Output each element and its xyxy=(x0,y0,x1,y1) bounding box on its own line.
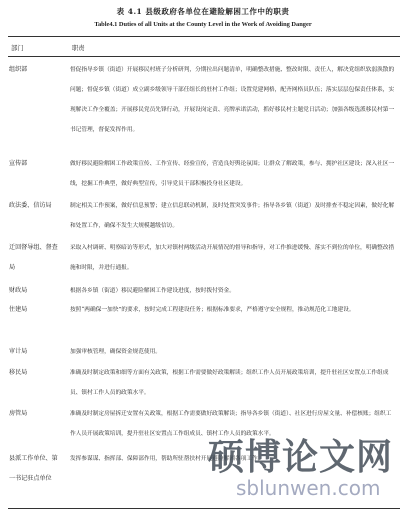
row-duty: 加强审核管理，确保资金规范使用。 xyxy=(70,349,161,355)
row-duty: 发挥参谋谋、指挥部、保障部作用，帮助所驻帮扶村开展避险解困各项工作。 xyxy=(70,456,264,462)
row-dept: 房管局 xyxy=(9,410,28,417)
row-dept: 政法委、信访局 xyxy=(9,202,52,209)
table-bottom-rule xyxy=(8,508,400,509)
row-dept: 宣传部 xyxy=(9,160,28,167)
row-duty: 做好移民避险解困工作政策宣传、工作宣传、经验宣传，营造良好舆论氛围；让群众了解政策，参与、拥护社区建设；深入社区一线，挖掘工作典型，做好典型宣传，引导党员干部积极投身社区建设。 xyxy=(70,161,395,187)
row-dept: 财政局 xyxy=(9,287,28,294)
row-duty: 采取入村调研、明察暗访等形式，加大对镇村两级活动开展情况的督导和指导，对工作推进缓慢、落实不到位的单位，明确整改措施和时限，并进行通报。 xyxy=(70,245,395,271)
header-duty: 职责 xyxy=(72,45,85,52)
table-top-rule xyxy=(8,36,400,37)
row-duty: 督促指导乡镇（街道）开展移民村班子分析研判，分期拉出问题清单，明确整改措施、整改时限、责任人，解决党组织软弱涣散的问题；督促乡镇（街道）成立副乡级领导干部任组长的驻村工作组；设置党建网格，配齐网格员队伍；落实层层包保责任体系，实现解决工作全覆盖；开展移民党员先锋行动，开展设岗定责、亮牌承诺活动，抓好移民村主题党日活动；加强各级选派移民村第一书记管理，督促发挥作用。 xyxy=(70,67,395,133)
table-header-rule xyxy=(8,56,400,57)
row-dept: 住建局 xyxy=(9,306,28,313)
watermark-brand: 硕博论文网 xyxy=(208,437,394,478)
row-duty: 准确及时制定政策和细等方面有关政策，根据工作需要做好政策解读；组织工作人员开展政策培训，提升驻社区安置点工作组成员、镇村工作人员的政策水平。 xyxy=(70,370,389,396)
row-dept: 迁回督导组、督查局 xyxy=(9,244,58,271)
watermark-url: sblunwen.com xyxy=(236,476,381,500)
header-dept: 部门 xyxy=(11,45,24,52)
table-caption-chinese: 表 4.1 县级政府各单位在避险解困工作中的职责 xyxy=(116,7,290,16)
row-dept: 审计局 xyxy=(9,348,28,355)
row-duty: 准确及时制定房屋拆迁安置有关政策，根据工作需要做好政策解读；指导各乡镇（街道）、社区进行房屋文量、补偿核账；组织工作人员开展政策培训，提升驻社区安置点工作组成员、镇村工作人员的政策水平。 xyxy=(70,411,392,437)
row-duty: 根据各乡镇（街道）移民避险解困工作建设进度，按时拨付资金。 xyxy=(70,288,235,294)
row-duty: 按照“两确保一加快”的要求，按时完成工程建设任务；根据标准要求，严格遵守安全规程，推动规范化工地建设。 xyxy=(70,307,355,313)
table-caption-english: Table4.1 Duties of all Units at the County Level in the Work of Avoiding Danger xyxy=(94,21,312,28)
row-dept: 县派工作单位、第一书记驻点单位 xyxy=(9,455,58,482)
row-dept: 移民局 xyxy=(9,369,28,376)
row-dept: 组织部 xyxy=(9,66,28,73)
row-duty: 制定相关工作预案，做好信息预警；建立信息联动机制，及时处置突发事件；指导各乡镇（街道）及时排查不稳定因素，做好化解和处置工作，确保不发生大规模越级信访。 xyxy=(70,203,395,229)
